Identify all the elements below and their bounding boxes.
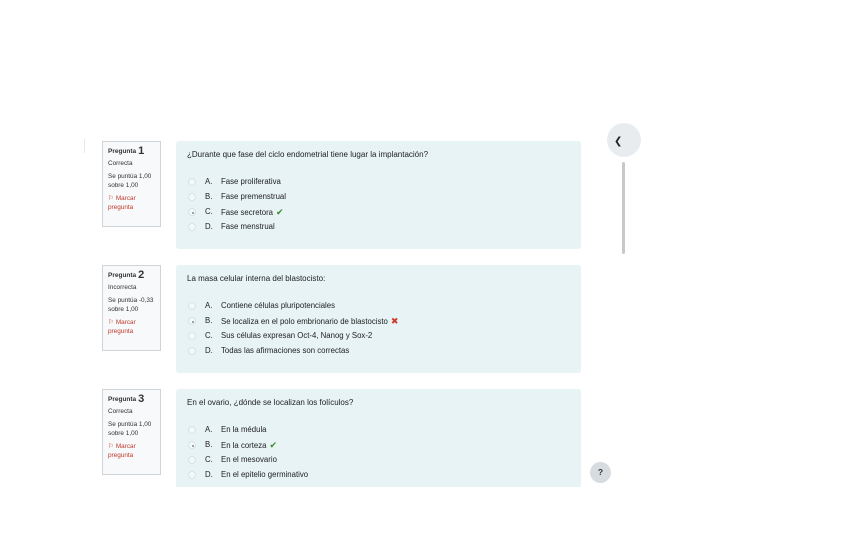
cross-icon: ✖ [390,316,399,326]
question-grade-line2: sobre 1,00 [108,182,139,189]
option-letter: B. [205,316,213,325]
question-status: Correcta [108,160,133,167]
question-number: 3 [138,393,145,405]
question-status: Incorrecta [108,284,137,291]
radio-button[interactable] [188,302,196,310]
collapse-drawer-button[interactable] [607,123,641,157]
option-letter: D. [205,222,213,231]
radio-button[interactable] [188,193,196,201]
question-text: ¿Durante que fase del ciclo endometrial tiene lugar la implantación? [187,150,429,159]
question-status: Correcta [108,408,133,415]
option-text: En el mesovario [221,455,277,464]
radio-button-selected[interactable] [188,441,196,449]
option-letter: A. [205,425,213,434]
option-text: Fase secretora [221,208,274,217]
radio-button[interactable] [188,456,196,464]
option-text: Fase menstrual [221,222,275,231]
question-info-box [102,389,161,475]
flag-question-link[interactable] [108,194,160,203]
question-text: La masa celular interna del blastocisto: [187,274,326,283]
flag-question-link[interactable] [108,318,160,327]
option-text: Fase premenstrual [221,192,287,201]
radio-button[interactable] [188,178,196,186]
question-number: 1 [138,145,145,157]
question-3 [85,386,626,487]
option-letter: A. [205,301,213,310]
check-icon: ✔ [269,440,278,450]
question-grade-line1: Se puntúa 1,00 [108,173,152,180]
flag-icon: ⚐ [108,319,114,326]
option-text-wrap [221,440,277,451]
question-info-box [102,141,161,227]
chevron-left-icon: ❮ [614,136,623,147]
option-text-wrap [221,316,398,327]
radio-button[interactable] [188,332,196,340]
option-text: En la médula [221,425,267,434]
question-content [176,389,581,487]
flag-label-line2[interactable]: pregunta [108,204,134,211]
quiz-review-page[interactable] [85,138,626,487]
flag-icon: ⚐ [108,443,114,450]
option-text: Sus células expresan Oct-4, Nanog y Sox-2 [221,331,373,340]
option-letter: A. [205,177,213,186]
option-letter: D. [205,470,213,479]
option-letter: B. [205,440,213,449]
radio-button[interactable] [188,426,196,434]
option-text: Todas las afirmaciones son correctas [221,346,350,355]
option-text: Contiene células pluripotenciales [221,301,335,310]
radio-button-selected[interactable] [188,208,196,216]
flag-icon: ⚐ [108,195,114,202]
option-text-wrap [221,207,284,218]
question-grade-line1: Se puntúa 1,00 [108,421,152,428]
question-label: Pregunta [108,396,137,403]
radio-button[interactable] [188,223,196,231]
question-1 [85,138,626,250]
question-number: 2 [138,269,145,281]
option-letter: C. [205,455,213,464]
option-text: Se localiza en el polo embrionario de blastocisto [221,317,388,326]
question-content [176,265,581,373]
radio-button-selected[interactable] [188,317,196,325]
flag-label-line2[interactable]: pregunta [108,328,134,335]
scrollbar-thumb[interactable] [622,162,625,254]
help-button[interactable]: ? [590,462,611,483]
option-letter: C. [205,331,213,340]
option-letter: C. [205,207,213,216]
question-grade-line2: sobre 1,00 [108,306,139,313]
flag-label-line1: Marcar [115,319,136,326]
option-text: En el epitelio germinativo [221,470,309,479]
option-letter: B. [205,192,213,201]
question-grade-line1: Se puntúa -0,33 [108,297,154,304]
question-2 [85,262,626,374]
question-content [176,141,581,249]
option-text: En la corteza [221,441,267,450]
radio-button[interactable] [188,471,196,479]
question-info-box [102,265,161,351]
flag-question-link[interactable] [108,442,160,451]
check-icon: ✔ [276,207,284,217]
flag-label-line1: Marcar [115,195,136,202]
question-label: Pregunta [108,148,137,155]
flag-label-line2[interactable]: pregunta [108,452,134,459]
question-text: En el ovario, ¿dónde se localizan los folículos? [187,398,354,407]
option-text: Fase proliferativa [221,177,281,186]
radio-button[interactable] [188,347,196,355]
flag-label-line1: Marcar [115,443,136,450]
question-label: Pregunta [108,272,137,279]
option-letter: D. [205,346,213,355]
question-grade-line2: sobre 1,00 [108,430,139,437]
